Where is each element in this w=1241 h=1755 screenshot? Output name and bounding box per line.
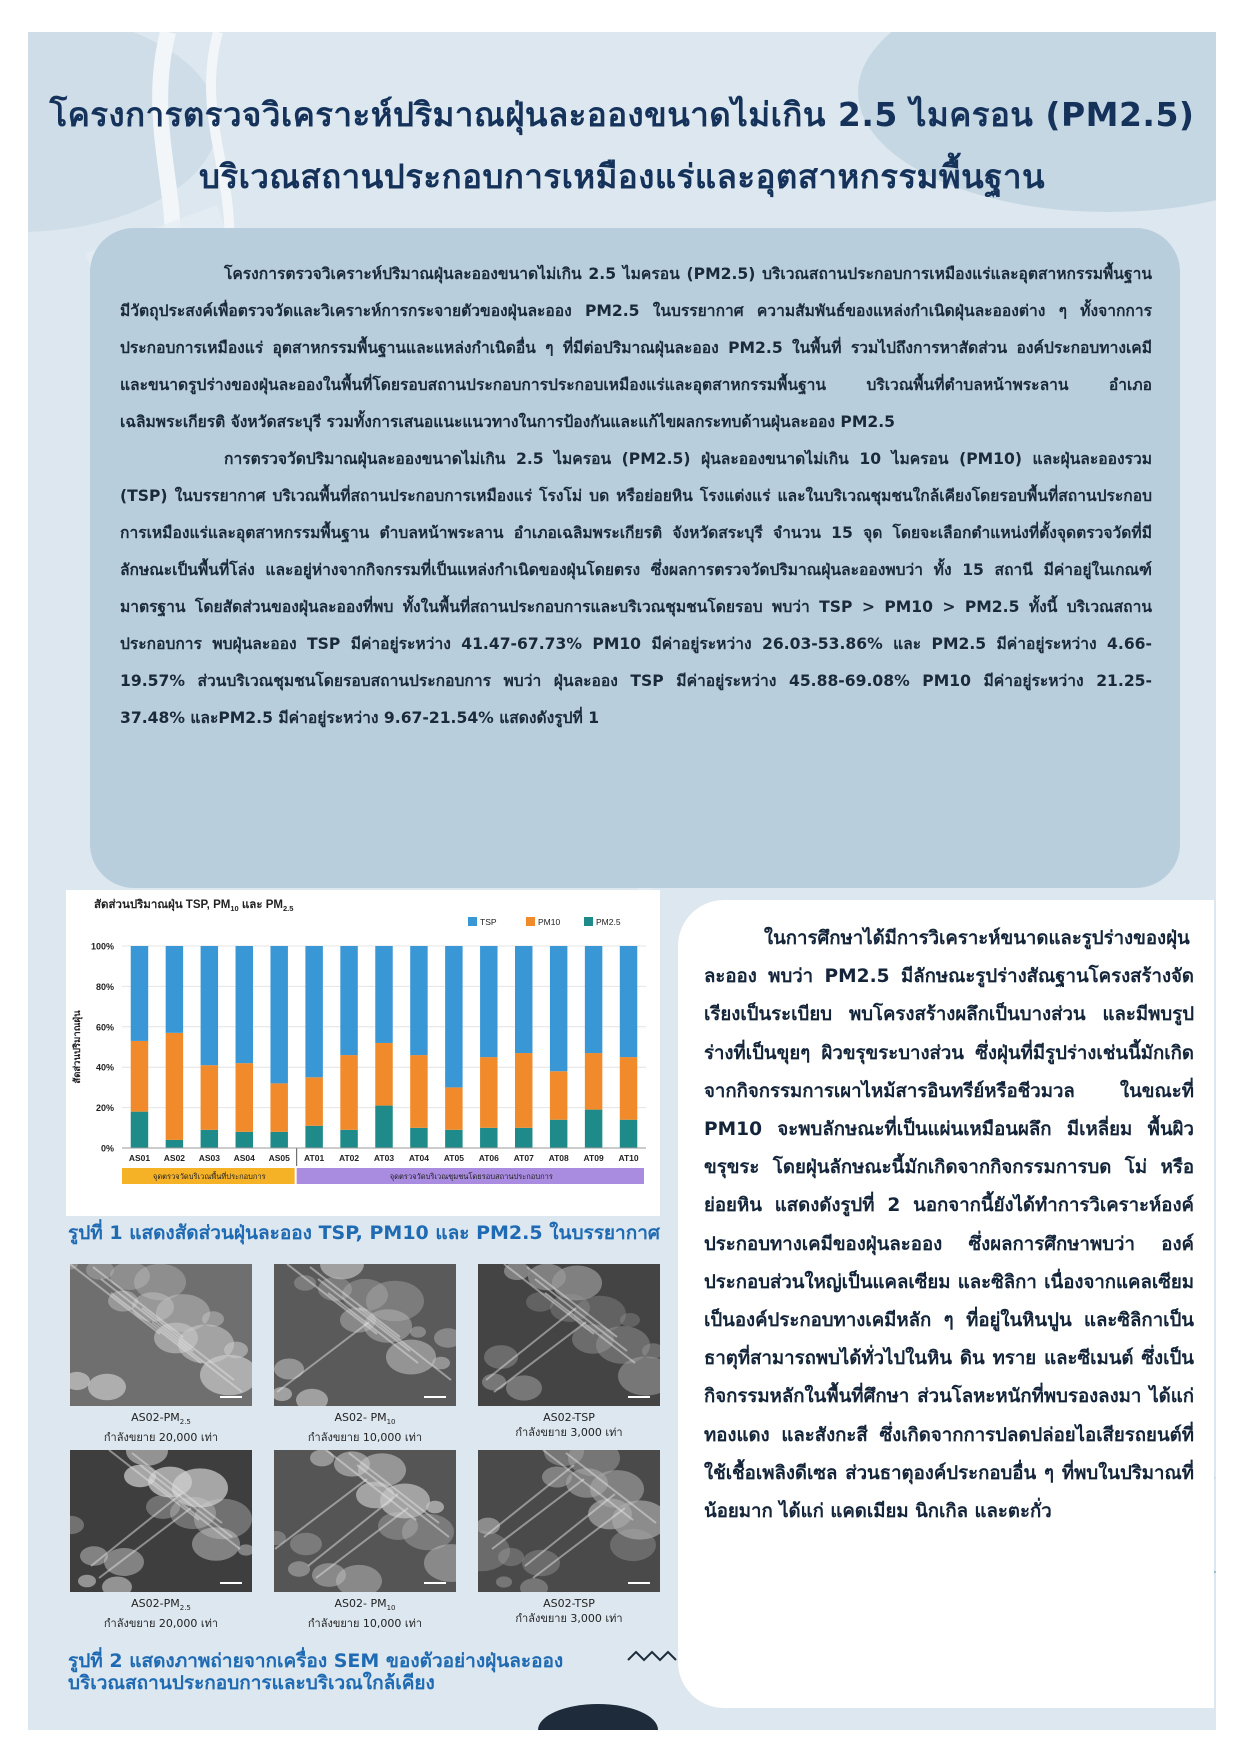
sem-sample-label-sub: 10: [386, 1604, 396, 1613]
chart-title-part: สัดส่วนปริมาณฝุ่น TSP, PM: [94, 899, 231, 911]
bar-segment-pm25-at04: [410, 1128, 427, 1148]
chart-x-tick-label: AT03: [373, 1153, 395, 1163]
sem-sample-label-base: AS02-TSP: [543, 1411, 595, 1424]
sem-magnification: กำลังขยาย 20,000 เท่า: [103, 1431, 219, 1445]
bar-segment-pm25-at02: [340, 1130, 357, 1148]
chart-x-tick-label: AT07: [513, 1153, 534, 1163]
bar-segment-tsp-at06: [480, 946, 497, 1057]
right-column-text: [704, 920, 1194, 1531]
sem-sample-label: [274, 1596, 456, 1616]
bar-segment-pm25-at01: [305, 1126, 322, 1148]
chart-x-tick-label: AT02: [338, 1153, 360, 1163]
chart-group-label: จุดตรวจวัดบริเวณชุมชนโดยรอบสถานประกอบการ: [389, 1172, 553, 1181]
chart-x-tick-label: AT05: [443, 1153, 464, 1163]
bar-segment-pm25-as02: [166, 1140, 183, 1148]
sem-sample-label: [70, 1596, 252, 1616]
sem-image-caption: [274, 1410, 456, 1445]
sem-image: [274, 1450, 456, 1592]
sem-sample-label-sub: 10: [386, 1418, 396, 1427]
sem-magnification: กำลังขยาย 20,000 เท่า: [103, 1617, 219, 1631]
sem-sample-label-sub: 2.5: [179, 1418, 191, 1427]
right-paragraph: ในการศึกษาได้มีการวิเคราะห์ขนาดและรูปร่างของฝุ่นละออง พบว่า PM2.5 มีลักษณะรูปร่างสัณฐานโครงสร้างจัดเรียงเป็นระเบียบ พบโครงสร้างผลึกเป็นบางส่วน และมีพบรูปร่างที่เป็นขุยๆ ผิวขรุขระบางส่วน ซึ่งฝุ่นที่มีรูปร่างเช่นนี้มักเกิดจากกิจกรรมการเผาไหม้สารอินทรีย์หรือชีวมวล ในขณะที่ PM10 จะพบลักษณะที่เป็นแผ่นเหมือนผลึก มีเหลี่ยม พื้นผิวขรุขระ โดยฝุ่นลักษณะนี้มักเกิดจากกิจกรรมการบด โม่ หรือย่อยหิน แสดงดังรูปที่ 2 นอกจากนี้ยังได้ทำการวิเคราะห์องค์ประกอบทางเคมีของฝุ่นละออง ซึ่งผลการศึกษาพบว่า องค์ประกอบส่วนใหญ่เป็นแคลเซียม และซิลิกา เนื่องจากแคลเซียมเป็นองค์ประกอบทางเคมีหลัก ๆ ที่อยู่ในหินปูน และซิลิกาเป็นธาตุที่สามารถพบได้ทั่วไปในหิน ดิน ทราย และซีเมนต์ ซึ่งเป็นกิจกรรมหลักในพื้นที่ศึกษา ส่วนโลหะหนักที่พบรองลงมา ได้แก่ ทองแดง และสังกะสี ซึ่งเกิดจากการปลดปล่อยไอเสียรถยนต์ที่ใช้เชื้อเพลิงดีเซล ส่วนธาตุองค์ประกอบอื่น ๆ ที่พบในปริมาณที่น้อยมาก ได้แก่ แคดเมียม นิกเกิล และตะกั่ว: [704, 928, 1194, 1523]
bar-segment-tsp-at04: [410, 946, 427, 1055]
sem-magnification: กำลังขยาย 3,000 เท่า: [515, 1612, 623, 1625]
sem-sample-label-base: AS02-TSP: [543, 1597, 595, 1610]
sem-image: [478, 1450, 660, 1592]
chart-group-label: จุดตรวจวัดบริเวณพื้นที่ประกอบการ: [152, 1172, 266, 1181]
sem-image: [70, 1264, 252, 1406]
sem-sample-label-sub: 2.5: [179, 1604, 191, 1613]
bar-segment-pm25-at05: [445, 1130, 462, 1148]
bar-segment-pm10-as04: [236, 1063, 253, 1132]
bar-segment-pm25-as03: [201, 1130, 218, 1148]
bar-segment-tsp-at09: [585, 946, 602, 1053]
bottom-blob: [538, 1704, 658, 1730]
chart-x-tick-label: AT08: [548, 1153, 569, 1163]
legend-swatch-tsp: [468, 917, 477, 926]
bar-segment-tsp-at10: [620, 946, 637, 1057]
sem-image: [274, 1264, 456, 1406]
legend-swatch-pm25: [584, 917, 593, 926]
sem-sample-label-base: AS02- PM: [334, 1411, 387, 1424]
bar-segment-tsp-as02: [166, 946, 183, 1033]
bar-segment-tsp-at08: [550, 946, 567, 1071]
chart-y-tick-label: 60%: [95, 1022, 114, 1033]
figure-2-caption: [68, 1650, 658, 1694]
legend-label: PM10: [538, 917, 561, 927]
intro-paragraph-1: โครงการตรวจวิเคราะห์ปริมาณฝุ่นละอองขนาดไม่เกิน 2.5 ไมครอน (PM2.5) บริเวณสถานประกอบการเหมืองแร่และอุตสาหกรรมพื้นฐาน มีวัตถุประสงค์เพื่อตรวจวัดและวิเคราะห์การกระจายตัวของฝุ่นละออง PM2.5 ในบรรยากาศ ความสัมพันธ์ของแหล่งกำเนิดฝุ่นละอองต่าง ๆ ทั้งจากการประกอบการเหมืองแร่ อุตสาหกรรมพื้นฐานและแหล่งกำเนิดอื่น ๆ ที่มีต่อปริมาณฝุ่นละออง PM2.5 ในพื้นที่ รวมไปถึงการหาสัดส่วน องค์ประกอบทางเคมี และขนาดรูปร่างของฝุ่นละอองในพื้นที่โดยรอบสถานประกอบการประกอบเหมืองแร่และอุตสาหกรรมพื้นฐาน บริเวณพื้นที่ตำบลหน้าพระลาน อำเภอเฉลิมพระเกียรติ จังหวัดสระบุรี รวมทั้งการเสนอแนะแนวทางในการป้องกันและแก้ไขผลกระทบด้านฝุ่นละออง PM2.5: [120, 265, 1152, 431]
bar-segment-pm25-as01: [131, 1112, 148, 1148]
chart-title: [94, 898, 293, 913]
sem-sample-label-base: AS02- PM: [334, 1597, 387, 1610]
figure-1-chart: [66, 890, 660, 1216]
bar-segment-pm25-at07: [515, 1128, 532, 1148]
chart-x-tick-label: AS04: [233, 1153, 255, 1163]
sem-magnification: กำลังขยาย 3,000 เท่า: [515, 1426, 623, 1439]
bar-segment-pm10-as01: [131, 1041, 148, 1112]
legend-label: PM2.5: [596, 917, 621, 927]
chart-y-tick-label: 40%: [95, 1062, 114, 1073]
chart-x-tick-label: AS05: [268, 1153, 290, 1163]
intro-text: [120, 256, 1152, 737]
chart-y-tick-label: 100%: [90, 941, 114, 952]
chart-x-tick-label: AT10: [618, 1153, 639, 1163]
sem-sample-label: [478, 1410, 660, 1425]
bar-segment-tsp-as01: [131, 946, 148, 1041]
sem-image-caption: [478, 1596, 660, 1626]
sem-magnification: กำลังขยาย 10,000 เท่า: [307, 1617, 423, 1631]
figure-2-caption-line-1: รูปที่ 2 แสดงภาพถ่ายจากเครื่อง SEM ของตัวอย่างฝุ่นละออง: [68, 1650, 564, 1672]
chart-y-tick-label: 80%: [95, 981, 114, 992]
figure-2-caption-line-2: บริเวณสถานประกอบการและบริเวณใกล้เคียง: [68, 1672, 435, 1694]
bar-segment-pm10-as03: [201, 1065, 218, 1130]
intro-paragraph-2: การตรวจวัดปริมาณฝุ่นละอองขนาดไม่เกิน 2.5 ไมครอน (PM2.5) ฝุ่นละอองขนาดไม่เกิน 10 ไมครอน (PM10) และฝุ่นละอองรวม (TSP) ในบรรยากาศ บริเวณพื้นที่สถานประกอบการเหมืองแร่ โรงโม่ บด หรือย่อยหิน โรงแต่งแร่ และในบริเวณชุมชนใกล้เคียงโดยรอบพื้นที่สถานประกอบการเหมืองแร่และอุตสาหกรรมพื้นฐาน ตำบลหน้าพระลาน อำเภอเฉลิมพระเกียรติ จังหวัดสระบุรี จำนวน 15 จุด โดยจะเลือกตำแหน่งที่ตั้งจุดตรวจวัดที่มีลักษณะเป็นพื้นที่โล่ง และอยู่ห่างจากกิจกรรมที่เป็นแหล่งกำเนิดของฝุ่นโดยตรง ซึ่งผลการตรวจวัดปริมาณฝุ่นละอองพบว่า ทั้ง 15 สถานี มีค่าอยู่ในเกณฑ์มาตรฐาน โดยสัดส่วนของฝุ่นละอองที่พบ ทั้งในพื้นที่สถานประกอบการและบริเวณชุมชนโดยรอบ พบว่า TSP > PM10 > PM2.5 ทั้งนี้ บริเวณสถานประกอบการ พบฝุ่นละออง TSP มีค่าอยู่ระหว่าง 41.47-67.73% PM10 มีค่าอยู่ระหว่าง 26.03-53.86% และ PM2.5 มีค่าอยู่ระหว่าง 4.66-19.57% ส่วนบริเวณชุมชนโดยรอบสถานประกอบการ พบว่า ฝุ่นละออง TSP มีค่าอยู่ระหว่าง 45.88-69.08% PM10 มีค่าอยู่ระหว่าง 21.25-37.48% และPM2.5 มีค่าอยู่ระหว่าง 9.67-21.54% แสดงดังรูปที่ 1: [120, 450, 1152, 727]
figure-1-caption: รูปที่ 1 แสดงสัดส่วนฝุ่นละออง TSP, PM10 และ PM2.5 ในบรรยากาศ: [68, 1222, 660, 1244]
sem-image: [478, 1264, 660, 1406]
sem-image-caption: [274, 1596, 456, 1631]
chart-x-tick-label: AS03: [198, 1153, 220, 1163]
figure-2-sem-grid: [70, 1264, 660, 1634]
chart-y-axis-label: สัดส่วนปริมาณฝุ่น: [72, 1010, 83, 1084]
chart-x-tick-label: AT04: [408, 1153, 430, 1163]
chart-y-tick-label: 0%: [100, 1143, 114, 1154]
bar-segment-pm25-at08: [550, 1120, 567, 1148]
sem-sample-label: [274, 1410, 456, 1430]
bar-segment-tsp-as04: [236, 946, 253, 1063]
bar-segment-pm10-at09: [585, 1053, 602, 1110]
bar-segment-pm25-at10: [620, 1120, 637, 1148]
sem-image-caption: [70, 1410, 252, 1445]
chart-x-tick-label: AS01: [128, 1153, 151, 1163]
page-title-line-1: โครงการตรวจวิเคราะห์ปริมาณฝุ่นละอองขนาดไม่เกิน 2.5 ไมครอน (PM2.5): [49, 95, 1195, 134]
sem-sample-label: [478, 1596, 660, 1611]
chart-title-sub: 10: [230, 904, 239, 913]
poster-page: [28, 32, 1216, 1730]
bar-segment-pm25-at06: [480, 1128, 497, 1148]
sem-image-caption: [478, 1410, 660, 1440]
bar-segment-tsp-as05: [270, 946, 287, 1083]
chart-x-tick-label: AT06: [478, 1153, 499, 1163]
sem-image: [70, 1450, 252, 1592]
bar-segment-tsp-at02: [340, 946, 357, 1055]
bar-segment-tsp-as03: [201, 946, 218, 1065]
legend-label: TSP: [480, 917, 497, 927]
bar-segment-pm10-as05: [270, 1083, 287, 1131]
legend-swatch-pm10: [526, 917, 535, 926]
chart-x-tick-label: AT09: [583, 1153, 604, 1163]
bar-segment-pm25-at09: [585, 1110, 602, 1148]
bar-segment-pm10-at08: [550, 1071, 567, 1119]
bar-segment-pm10-at04: [410, 1055, 427, 1128]
bar-segment-pm10-at06: [480, 1057, 497, 1128]
chart-title-part: และ PM: [238, 899, 283, 911]
sem-sample-label-base: AS02-PM: [131, 1597, 180, 1610]
bar-segment-pm10-at01: [305, 1077, 322, 1125]
chart-title-sub: 2.5: [282, 904, 294, 913]
sem-sample-label-base: AS02-PM: [131, 1411, 180, 1424]
bar-segment-pm10-at02: [340, 1055, 357, 1130]
bar-segment-pm25-as04: [236, 1132, 253, 1148]
bar-segment-tsp-at07: [515, 946, 532, 1053]
bar-segment-tsp-at05: [445, 946, 462, 1087]
sem-sample-label: [70, 1410, 252, 1430]
bar-segment-tsp-at03: [375, 946, 392, 1043]
bar-segment-pm10-at03: [375, 1043, 392, 1106]
chart-x-tick-label: AT01: [304, 1153, 325, 1163]
chart-x-tick-label: AS02: [163, 1153, 186, 1163]
bar-segment-pm10-as02: [166, 1033, 183, 1140]
bar-segment-pm25-at03: [375, 1106, 392, 1148]
chart-svg: [66, 890, 660, 1216]
bar-segment-pm10-at10: [620, 1057, 637, 1120]
bar-segment-pm25-as05: [270, 1132, 287, 1148]
bar-segment-pm10-at07: [515, 1053, 532, 1128]
sem-image-caption: [70, 1596, 252, 1631]
sem-magnification: กำลังขยาย 10,000 เท่า: [307, 1431, 423, 1445]
bar-segment-pm10-at05: [445, 1087, 462, 1129]
page-title-line-2: บริเวณสถานประกอบการเหมืองแร่และอุตสาหกรรมพื้นฐาน: [198, 157, 1046, 196]
chart-y-tick-label: 20%: [95, 1103, 114, 1114]
bar-segment-tsp-at01: [305, 946, 322, 1077]
